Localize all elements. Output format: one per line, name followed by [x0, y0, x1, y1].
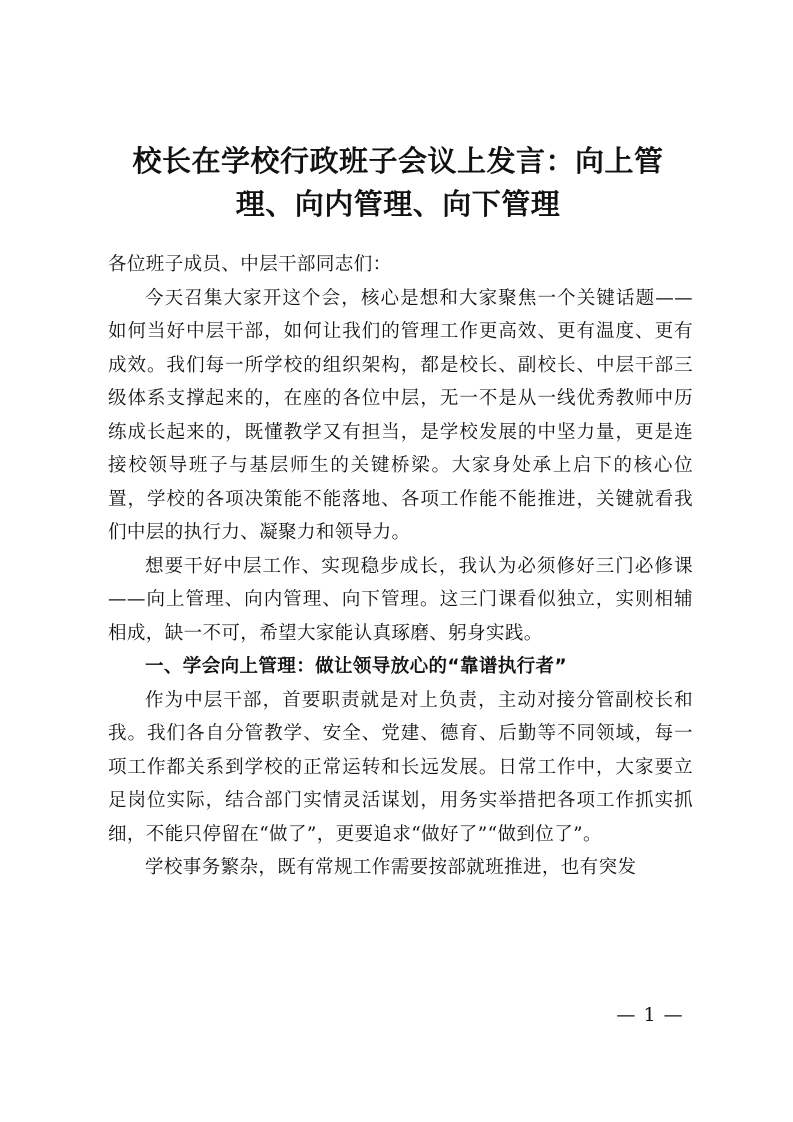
page-number: — 1 —	[616, 1004, 684, 1026]
paragraph-section1-a: 作为中层干部，首要职责就是对上负责，主动对接分管副校长和我。我们各自分管教学、安全、党建、德育、后勤等不同领域，每一项工作都关系到学校的正常运转和长远发展。日常工作中，大家要立足岗位实际，结合部门实情灵活谋划，用务实举措把各项工作抓实抓细，不能只停留在“做了”，更要追求“做好了”“做到位了”。	[108, 689, 693, 845]
document-body	[108, 248, 693, 885]
title-line-1: 校长在学校行政班子会议上发言：向上管	[132, 144, 664, 178]
salutation: 各位班子成员、中层干部同志们：	[108, 254, 392, 275]
title-line-2: 理、向内管理、向下管理	[235, 187, 561, 221]
paragraph-three-courses: 想要干好中层工作、实现稳步成长，我认为必须修好三门必修课——向上管理、向内管理、向下管理。这三门课看似独立，实则相辅相成，缺一不可，希望大家能认真琢磨、躬身实践。	[108, 555, 693, 644]
document-title	[108, 140, 688, 226]
paragraph-intro: 今天召集大家开这个会，核心是想和大家聚焦一个关键话题——如何当好中层干部，如何让我们的管理工作更高效、更有温度、更有成效。我们每一所学校的组织架构，都是校长、副校长、中层干部三级体系支撑起来的，在座的各位中层，无一不是从一线优秀教师中历练成长起来的，既懂教学又有担当，是学校发展的中坚力量，更是连接校领导班子与基层师生的关键桥梁。大家身处承上启下的核心位置，学校的各项决策能不能落地、各项工作能不能推进，关键就看我们中层的执行力、凝聚力和领导力。	[108, 287, 693, 543]
section-heading-1: 一、学会向上管理：做让领导放心的“靠谱执行者”	[145, 656, 568, 677]
paragraph-section1-b: 学校事务繁杂，既有常规工作需要按部就班推进，也有突发	[145, 857, 637, 878]
